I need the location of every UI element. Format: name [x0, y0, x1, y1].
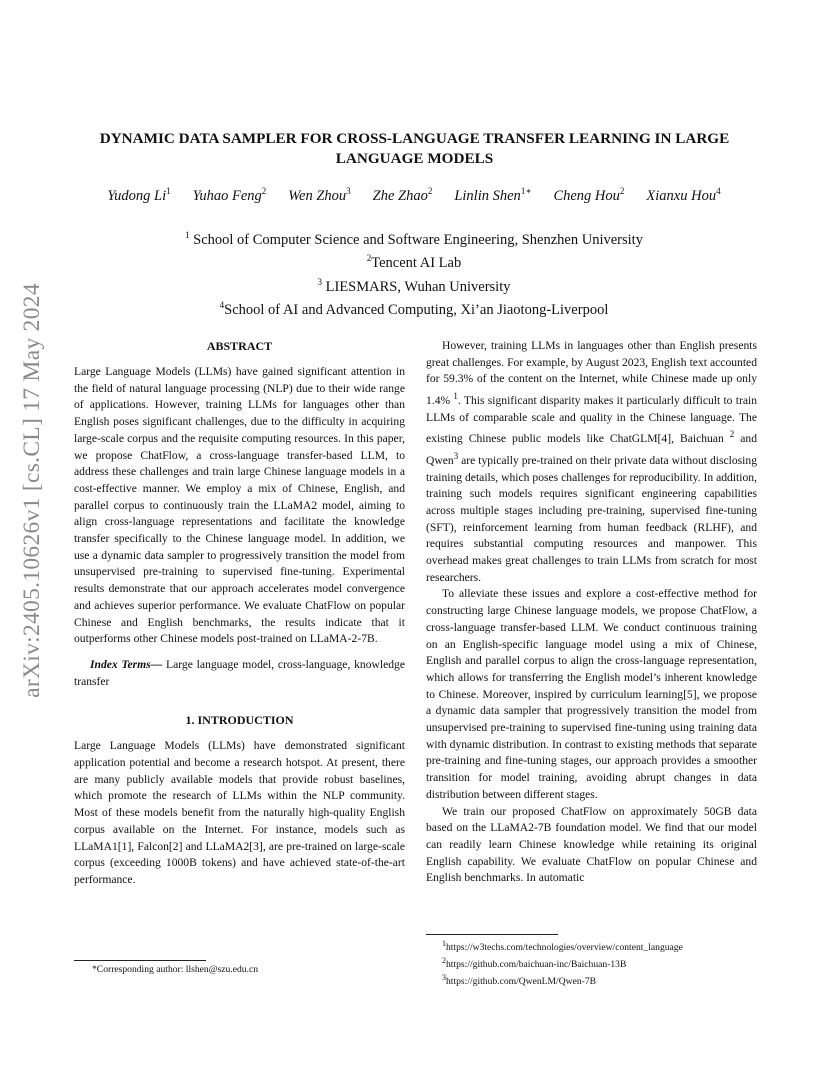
body-paragraph: We train our proposed ChatFlow on approximately 50GB data based on the LLaMA2-7B foundation model. We find that our model can readily learn Chinese knowledge while retaining its original English capability. We evaluate ChatFlow on popular Chinese and English benchmarks. In automatic: [426, 804, 757, 885]
left-column: [74, 338, 405, 889]
right-column: [426, 338, 757, 887]
affiliation: $^3$ LIESMARS, Wuhan University: [317, 276, 511, 295]
abstract-heading: ABSTRACT: [206, 339, 273, 353]
author: Linlin Shen$^{1∗}$: [454, 186, 532, 204]
affiliation: $^1$ School of Computer Science and Software Engineering, Shenzhen University: [185, 230, 643, 248]
body-paragraph: However, training LLMs in languages other than English presents great challenges. For example, by August 2023, English text accounted for 59.3% of the content on the Internet, while Chinese made up only 1.4% $^1$. This significant disparity makes it particularly difficult to train LLMs of comparable scale and quality in the Chinese language. The existing Chinese public models like ChatGLM[4], Baichuan $^2$ and Qwen$^3$ are typically pre-trained on their private data without disclosing training details, which poses challenges for reproducibility. In addition, training such models requires significant engineering capabilities across multiple stages including pre-training, supervised fine-tuning (SFT), reinforcement learning from human feedback (RLHF), and requires substantial computing resources and manpower. This overhead makes great challenges to train LLMs from scratch for most researchers.: [426, 339, 758, 584]
index-terms-label: Index Terms—: [90, 657, 163, 671]
footnote: $^1$https://w3techs.com/technologies/overview/content_language: [442, 939, 683, 954]
arxiv-identifier: [12, 280, 52, 700]
arxiv-id-text: arXiv:2405.10626v1 [cs.CL] 17 May 2024: [18, 282, 45, 698]
footnote: $^3$https://github.com/QwenLM/Qwen-7B: [442, 972, 597, 987]
footnote: $^2$https://github.com/baichuan-inc/Baichuan-13B: [442, 955, 627, 970]
paper-title: DYNAMIC DATA SAMPLER FOR CROSS-LANGUAGE TRANSFER LEARNING IN LARGE LANGUAGE MODELS: [99, 130, 730, 167]
body-paragraph: To alleviate these issues and explore a cost-effective method for constructing large Chinese language models, we propose ChatFlow, a cross-language transfer-based LLM. We conduct continuous training on an English-specific language model using a mix of Chinese, English and parallel corpus to align the cross-language representation, which allows for transferring the English model’s inherent knowledge to Chinese. Moreover, inspired by curriculum learning[5], we propose a dynamic data sampler that progressively transition the model from unsupervised pre-training to supervised fine-tuning using training data with dynamic distribution. In contrast to existing methods that separate pre-training and fine-tuning stages, our approach provides a smoother transition for model training, avoiding abrupt changes in data distribution between different stages.: [426, 587, 757, 801]
index-terms: Index Terms— Large language model, cross-language, knowledge transfer: [74, 657, 405, 688]
corresponding-author-note: *Corresponding author: llshen@szu.edu.cn: [92, 964, 259, 975]
footnote-rule: [74, 960, 206, 961]
author: Yudong Li$^1$: [107, 186, 171, 204]
author: Yuhao Feng$^2$: [192, 186, 267, 204]
footnote-rule: [426, 934, 558, 935]
affiliation-list: [50, 226, 778, 320]
author: Xianxu Hou$^4$: [646, 186, 721, 204]
author-list: [50, 186, 778, 205]
footnote-list: [442, 938, 762, 988]
affiliation: $^4$School of AI and Advanced Computing, Xi’an Jiaotong-Liverpool: [219, 300, 609, 319]
introduction-heading: 1. INTRODUCTION: [185, 713, 294, 728]
author: Cheng Hou$^2$: [553, 186, 625, 204]
abstract-text: Large Language Models (LLMs) have gained significant attention in the field of natural language processing (NLP) due to their wide range of applications. However, training LLMs for languages other than English poses significant challenges, due to the difficulty in acquiring large-scale corpus and the requisite computing resources. In this paper, we propose ChatFlow, a cross-language transfer-based LLM, to address these challenges and train large Chinese language models in a cost-effective manner. We employ a mix of Chinese, English, and parallel corpus to continuously train the LLaMA2 model, aiming to align cross-language representations and facilitate the knowledge transfer specifically to the Chinese language model. In addition, we use a dynamic data sampler to progressively transition the model from unsupervised pre-training to supervised fine-tuning. Experimental results demonstrate that our approach accelerates model convergence and achieves superior performance. We evaluate ChatFlow on popular Chinese and English benchmarks, the results indicate that it outperforms other Chinese models post-trained on LLaMA-2-7B.: [74, 365, 405, 646]
affiliation: $^2$Tencent AI Lab: [366, 253, 462, 272]
author: Wen Zhou$^3$: [288, 186, 351, 204]
introduction-paragraph: Large Language Models (LLMs) have demonstrated significant application potential and become a research hotspot. At present, there are many publicly available models that provide robust baselines, which promote the research of LLMs within the NLP community. Most of these models benefit from the naturally high-quality English corpus available on the Internet. For instance, models such as LLaMA1[1], Falcon[2] and LLaMA2[3], are pre-trained on large-scale corpus (exceeding 1000B tokens) and have achieved state-of-the-art performance.: [74, 739, 405, 886]
author: Zhe Zhao$^2$: [372, 186, 433, 204]
